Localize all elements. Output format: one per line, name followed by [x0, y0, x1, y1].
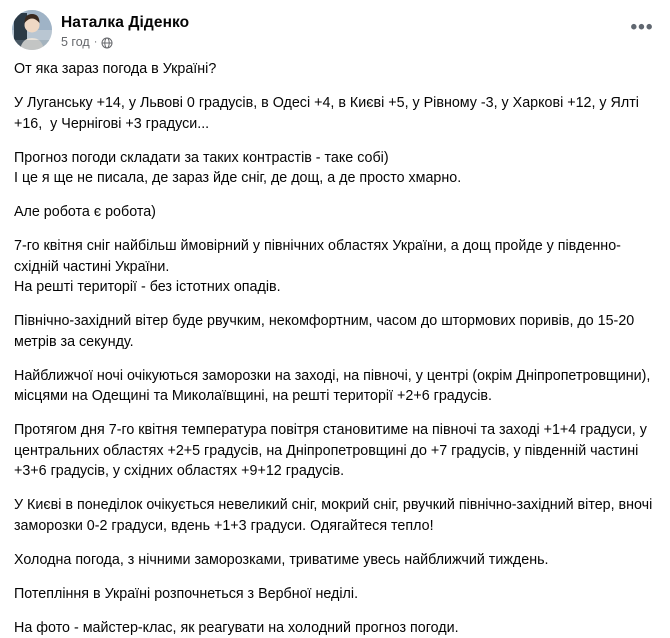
post-paragraph: Прогноз погоди складати за таких контрастів - таке собі) — [14, 148, 656, 169]
post-paragraph: На фото - майстер-клас, як реагувати на холодний прогноз погоди. — [14, 618, 656, 638]
post-timestamp[interactable]: 5 год — [61, 34, 90, 50]
author-name[interactable]: Наталка Діденко — [61, 13, 189, 32]
post-body — [12, 59, 658, 638]
post-paragraph: І це я ще не писала, де зараз йде сніг, де дощ, а де просто хмарно. — [14, 168, 656, 189]
meta-separator: · — [94, 34, 98, 50]
more-dots-glyph: ••• — [631, 23, 654, 33]
globe-icon[interactable] — [101, 37, 113, 49]
post-paragraph: У Луганську +14, у Львові 0 градусів, в Одесі +4, в Києві +5, у Рівному -3, у Харкові +12, у Ялті +16, у Чернігові +3 градуси... — [14, 93, 656, 134]
post-paragraph: 7-го квітня сніг найбільш ймовірний у північних областях України, а дощ пройде у південно-східній частині України. — [14, 236, 656, 277]
post-paragraph: Протягом дня 7-го квітня температура повітря становитиме на півночі та заході +1+4 градуси, у центральних областях +2+5 градусів, на Дніпропетровщині до +7 градусів, у південній частині +3+6 градусів, у східних областях +9+12 градусів. — [14, 420, 656, 482]
post-paragraph: От яка зараз погода в Україні? — [14, 59, 656, 80]
post-paragraph: Але робота є робота) — [14, 202, 656, 223]
post-paragraph: Найближчої ночі очікуються заморозки на заході, на півночі, у центрі (окрім Дніпропетровщини), місцями на Одещині та Миколаївщині, на решті території +2+6 градусів. — [14, 366, 656, 407]
more-options-icon[interactable] — [626, 12, 658, 44]
post-header-text — [61, 10, 189, 51]
post-paragraph: У Києві в понеділок очікується невеликий сніг, мокрий сніг, рвучкий північно-західний вітер, вночі заморозки 0-2 градуси, вдень +1+3 градуси. Одягайтеся тепло! — [14, 495, 656, 536]
post-header — [12, 10, 658, 51]
post-paragraph: Холодна погода, з нічними заморозками, триватиме увесь найближчий тиждень. — [14, 550, 656, 571]
post-paragraph: Північно-західний вітер буде рвучким, некомфортним, часом до штормових поривів, до 15-20 метрів за секунду. — [14, 311, 656, 352]
post-paragraph: Потепління в Україні розпочнеться з Вербної неділі. — [14, 584, 656, 605]
avatar[interactable] — [12, 10, 52, 50]
post-meta — [61, 34, 189, 50]
post-paragraph: На решті території - без істотних опадів. — [14, 277, 656, 298]
